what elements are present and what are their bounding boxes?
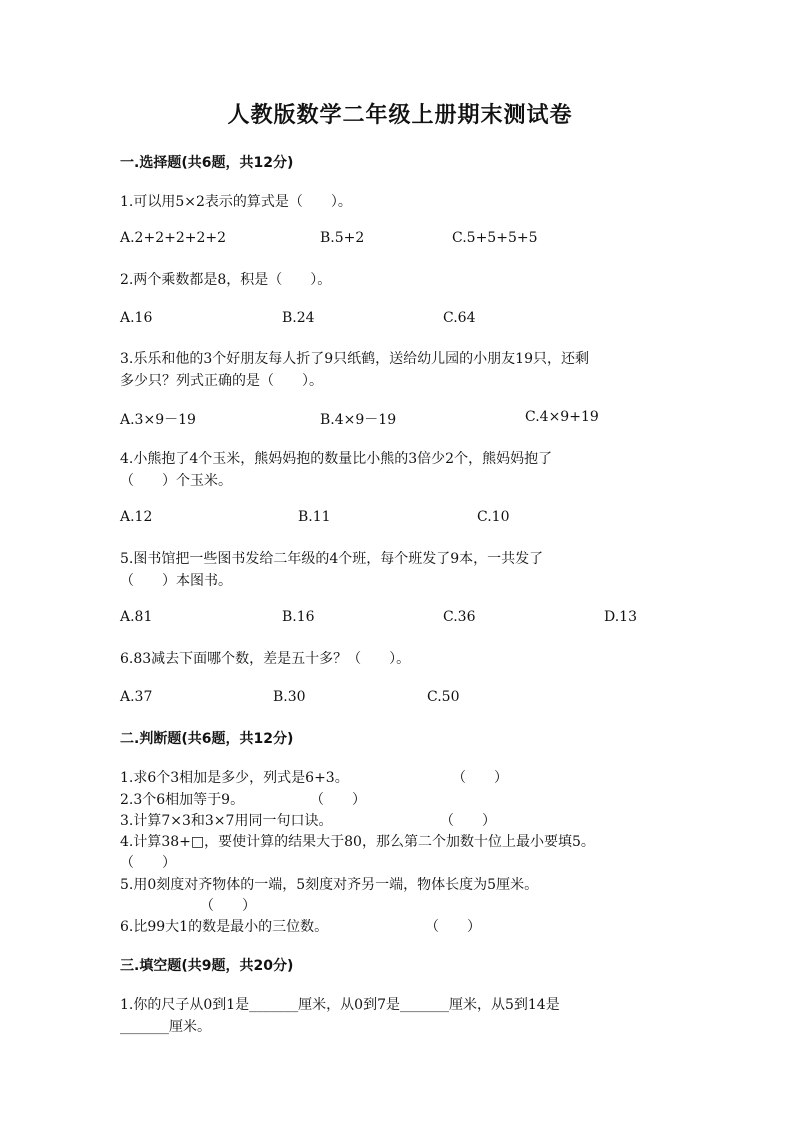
option-b: B.11 xyxy=(298,509,331,525)
option-d: D.13 xyxy=(604,609,637,625)
option-c: C.4×9+19 xyxy=(525,409,599,425)
judge-statement: 2.3个6相加等于9。 xyxy=(120,792,245,808)
question-text-cont: （ ）本图书。 xyxy=(120,573,232,589)
option-c: C.10 xyxy=(477,509,510,525)
option-c: C.36 xyxy=(443,609,476,625)
section-heading-fill: 三.填空题(共9题，共20分) xyxy=(120,958,294,974)
question-text: 1.可以用5×2表示的算式是（ ）。 xyxy=(120,194,352,210)
judge-statement: 3.计算7×3和3×7用同一句口诀。 xyxy=(120,813,333,829)
option-a: A.2+2+2+2+2 xyxy=(120,230,227,246)
judge-statement: 5.用0刻度对齐物体的一端，5刻度对齐另一端，物体长度为5厘米。 xyxy=(120,877,539,893)
answer-paren: （ ） xyxy=(200,898,256,914)
option-b: B.4×9－19 xyxy=(320,412,397,428)
judge-statement: 6.比99大1的数是最小的三位数。 xyxy=(120,919,329,935)
judge-statement: 1.求6个3相加是多少，列式是6+3。 xyxy=(120,770,349,786)
question-text: 6.83减去下面哪个数，差是五十多？（ ）。 xyxy=(120,651,411,667)
option-b: B.30 xyxy=(273,689,306,705)
section-heading-choice: 一.选择题(共6题，共12分) xyxy=(120,155,294,171)
question-text: 3.乐乐和他的3个好朋友每人折了9只纸鹤，送给幼儿园的小朋友19只，还剩 xyxy=(120,351,589,367)
question-text-cont: 多少只？列式正确的是（ ）。 xyxy=(120,373,323,389)
option-b: B.5+2 xyxy=(320,230,365,246)
option-a: A.37 xyxy=(120,689,153,705)
answer-paren: （ ） xyxy=(310,792,366,808)
option-a: A.16 xyxy=(120,310,153,326)
fill-question-text-cont: _______厘米。 xyxy=(120,1019,211,1035)
option-a: A.81 xyxy=(120,609,153,625)
question-text: 4.小熊抱了4个玉米，熊妈妈抱的数量比小熊的3倍少2个，熊妈妈抱了 xyxy=(120,451,553,467)
answer-paren: （ ） xyxy=(440,813,496,829)
judge-statement: 4.计算38+□，要使计算的结果大于80，那么第二个加数十位上最小要填5。 xyxy=(120,834,595,850)
option-b: B.24 xyxy=(282,310,315,326)
option-a: A.12 xyxy=(120,509,153,525)
fill-question-text: 1.你的尺子从0到1是_______厘米，从0到7是_______厘米，从5到14是 xyxy=(120,997,560,1013)
answer-paren: （ ） xyxy=(425,919,481,935)
answer-paren: （ ） xyxy=(120,855,176,871)
option-c: C.50 xyxy=(427,689,460,705)
option-c: C.5+5+5+5 xyxy=(452,230,538,246)
option-a: A.3×9－19 xyxy=(120,412,196,428)
question-text: 2.两个乘数都是8，积是（ ）。 xyxy=(120,272,332,288)
section-heading-judge: 二.判断题(共6题，共12分) xyxy=(120,731,294,747)
question-text-cont: （ ）个玉米。 xyxy=(120,473,232,489)
page-title: 人教版数学二年级上册期末测试卷 xyxy=(227,102,573,128)
option-c: C.64 xyxy=(443,310,476,326)
question-text: 5.图书馆把一些图书发给二年级的4个班，每个班发了9本，一共发了 xyxy=(120,551,544,567)
answer-paren: （ ） xyxy=(452,770,508,786)
option-b: B.16 xyxy=(282,609,315,625)
